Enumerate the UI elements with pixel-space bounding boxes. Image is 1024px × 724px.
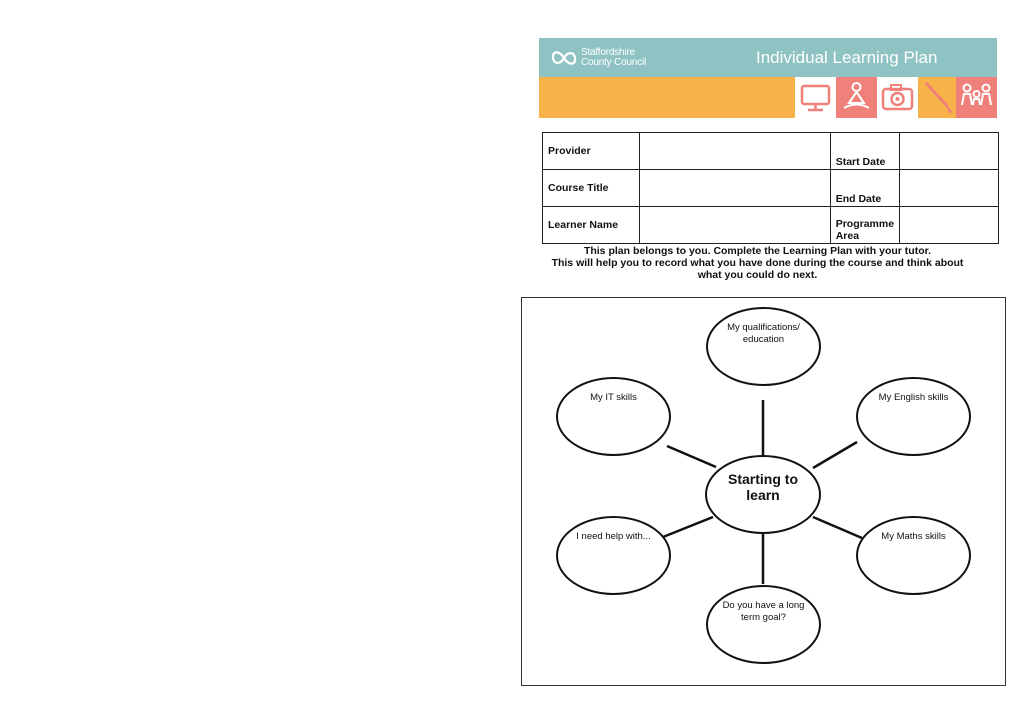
programme-area-label-line2: Area bbox=[835, 230, 860, 242]
qualifications-line2: education bbox=[742, 334, 785, 345]
provider-field[interactable] bbox=[639, 133, 830, 170]
center-bubble bbox=[705, 455, 821, 534]
center-line2: learn bbox=[746, 487, 780, 503]
note-line2: This will help you to record what you have done during the course and think about bbox=[551, 257, 964, 269]
meditation-icon bbox=[836, 77, 877, 118]
plan-title: Individual Learning Plan bbox=[756, 48, 938, 67]
service-line2: COMMUNITY bbox=[707, 129, 789, 142]
org-name bbox=[581, 48, 646, 68]
staffordshire-knot-logo-icon bbox=[551, 47, 577, 69]
it-skills-bubble[interactable] bbox=[556, 377, 671, 456]
camera-icon bbox=[877, 77, 918, 118]
goal-line1: Do you have a long bbox=[722, 600, 805, 611]
service-line1: ADULT & bbox=[731, 118, 789, 130]
family-icon bbox=[956, 77, 997, 118]
table-row bbox=[543, 207, 999, 244]
maths-skills-text: My Maths skills bbox=[881, 531, 946, 542]
org-line2: County Council bbox=[581, 57, 647, 68]
end-date-field[interactable] bbox=[900, 170, 999, 207]
maths-skills-bubble[interactable] bbox=[856, 516, 971, 595]
end-date-label: End Date bbox=[830, 170, 899, 207]
qualifications-line1: My qualifications/ bbox=[727, 322, 800, 333]
programme-area-label-line1: Programme bbox=[835, 218, 895, 230]
it-skills-text: My IT skills bbox=[590, 392, 637, 403]
qualifications-text bbox=[708, 322, 819, 346]
center-line1: Starting to bbox=[728, 471, 798, 487]
start-date-label: Start Date bbox=[830, 133, 899, 170]
goal-line2: term goal? bbox=[741, 612, 786, 623]
org-line1: Staffordshire bbox=[581, 47, 635, 58]
course-title-label: Course Title bbox=[543, 170, 640, 207]
course-title-field[interactable] bbox=[639, 170, 830, 207]
note-line3: what you could do next. bbox=[697, 269, 818, 281]
table-row bbox=[543, 133, 999, 170]
qualifications-bubble[interactable] bbox=[706, 307, 821, 386]
provider-label: Provider bbox=[543, 133, 640, 170]
goal-text bbox=[708, 600, 819, 624]
programme-area-label bbox=[830, 207, 899, 244]
long-term-goal-bubble[interactable] bbox=[706, 585, 821, 664]
banner-top bbox=[539, 38, 997, 77]
service-line3: LEARNING SERVICE bbox=[656, 141, 789, 153]
english-skills-bubble[interactable] bbox=[856, 377, 971, 456]
programme-area-field[interactable] bbox=[900, 207, 999, 244]
computer-icon bbox=[795, 77, 836, 118]
note-line1: This plan belongs to you. Complete the Learning Plan with your tutor. bbox=[583, 245, 932, 257]
help-with-bubble[interactable] bbox=[556, 516, 671, 595]
english-skills-text: My English skills bbox=[878, 392, 949, 403]
paintbrush-icon bbox=[918, 77, 959, 118]
start-date-field[interactable] bbox=[900, 133, 999, 170]
center-text bbox=[707, 471, 819, 503]
table-row bbox=[543, 170, 999, 207]
learner-info-table bbox=[542, 129, 999, 244]
learner-name-label: Learner Name bbox=[543, 207, 640, 244]
plan-note bbox=[535, 245, 980, 281]
help-with-text: I need help with... bbox=[576, 531, 651, 542]
learner-name-field[interactable] bbox=[639, 207, 830, 244]
